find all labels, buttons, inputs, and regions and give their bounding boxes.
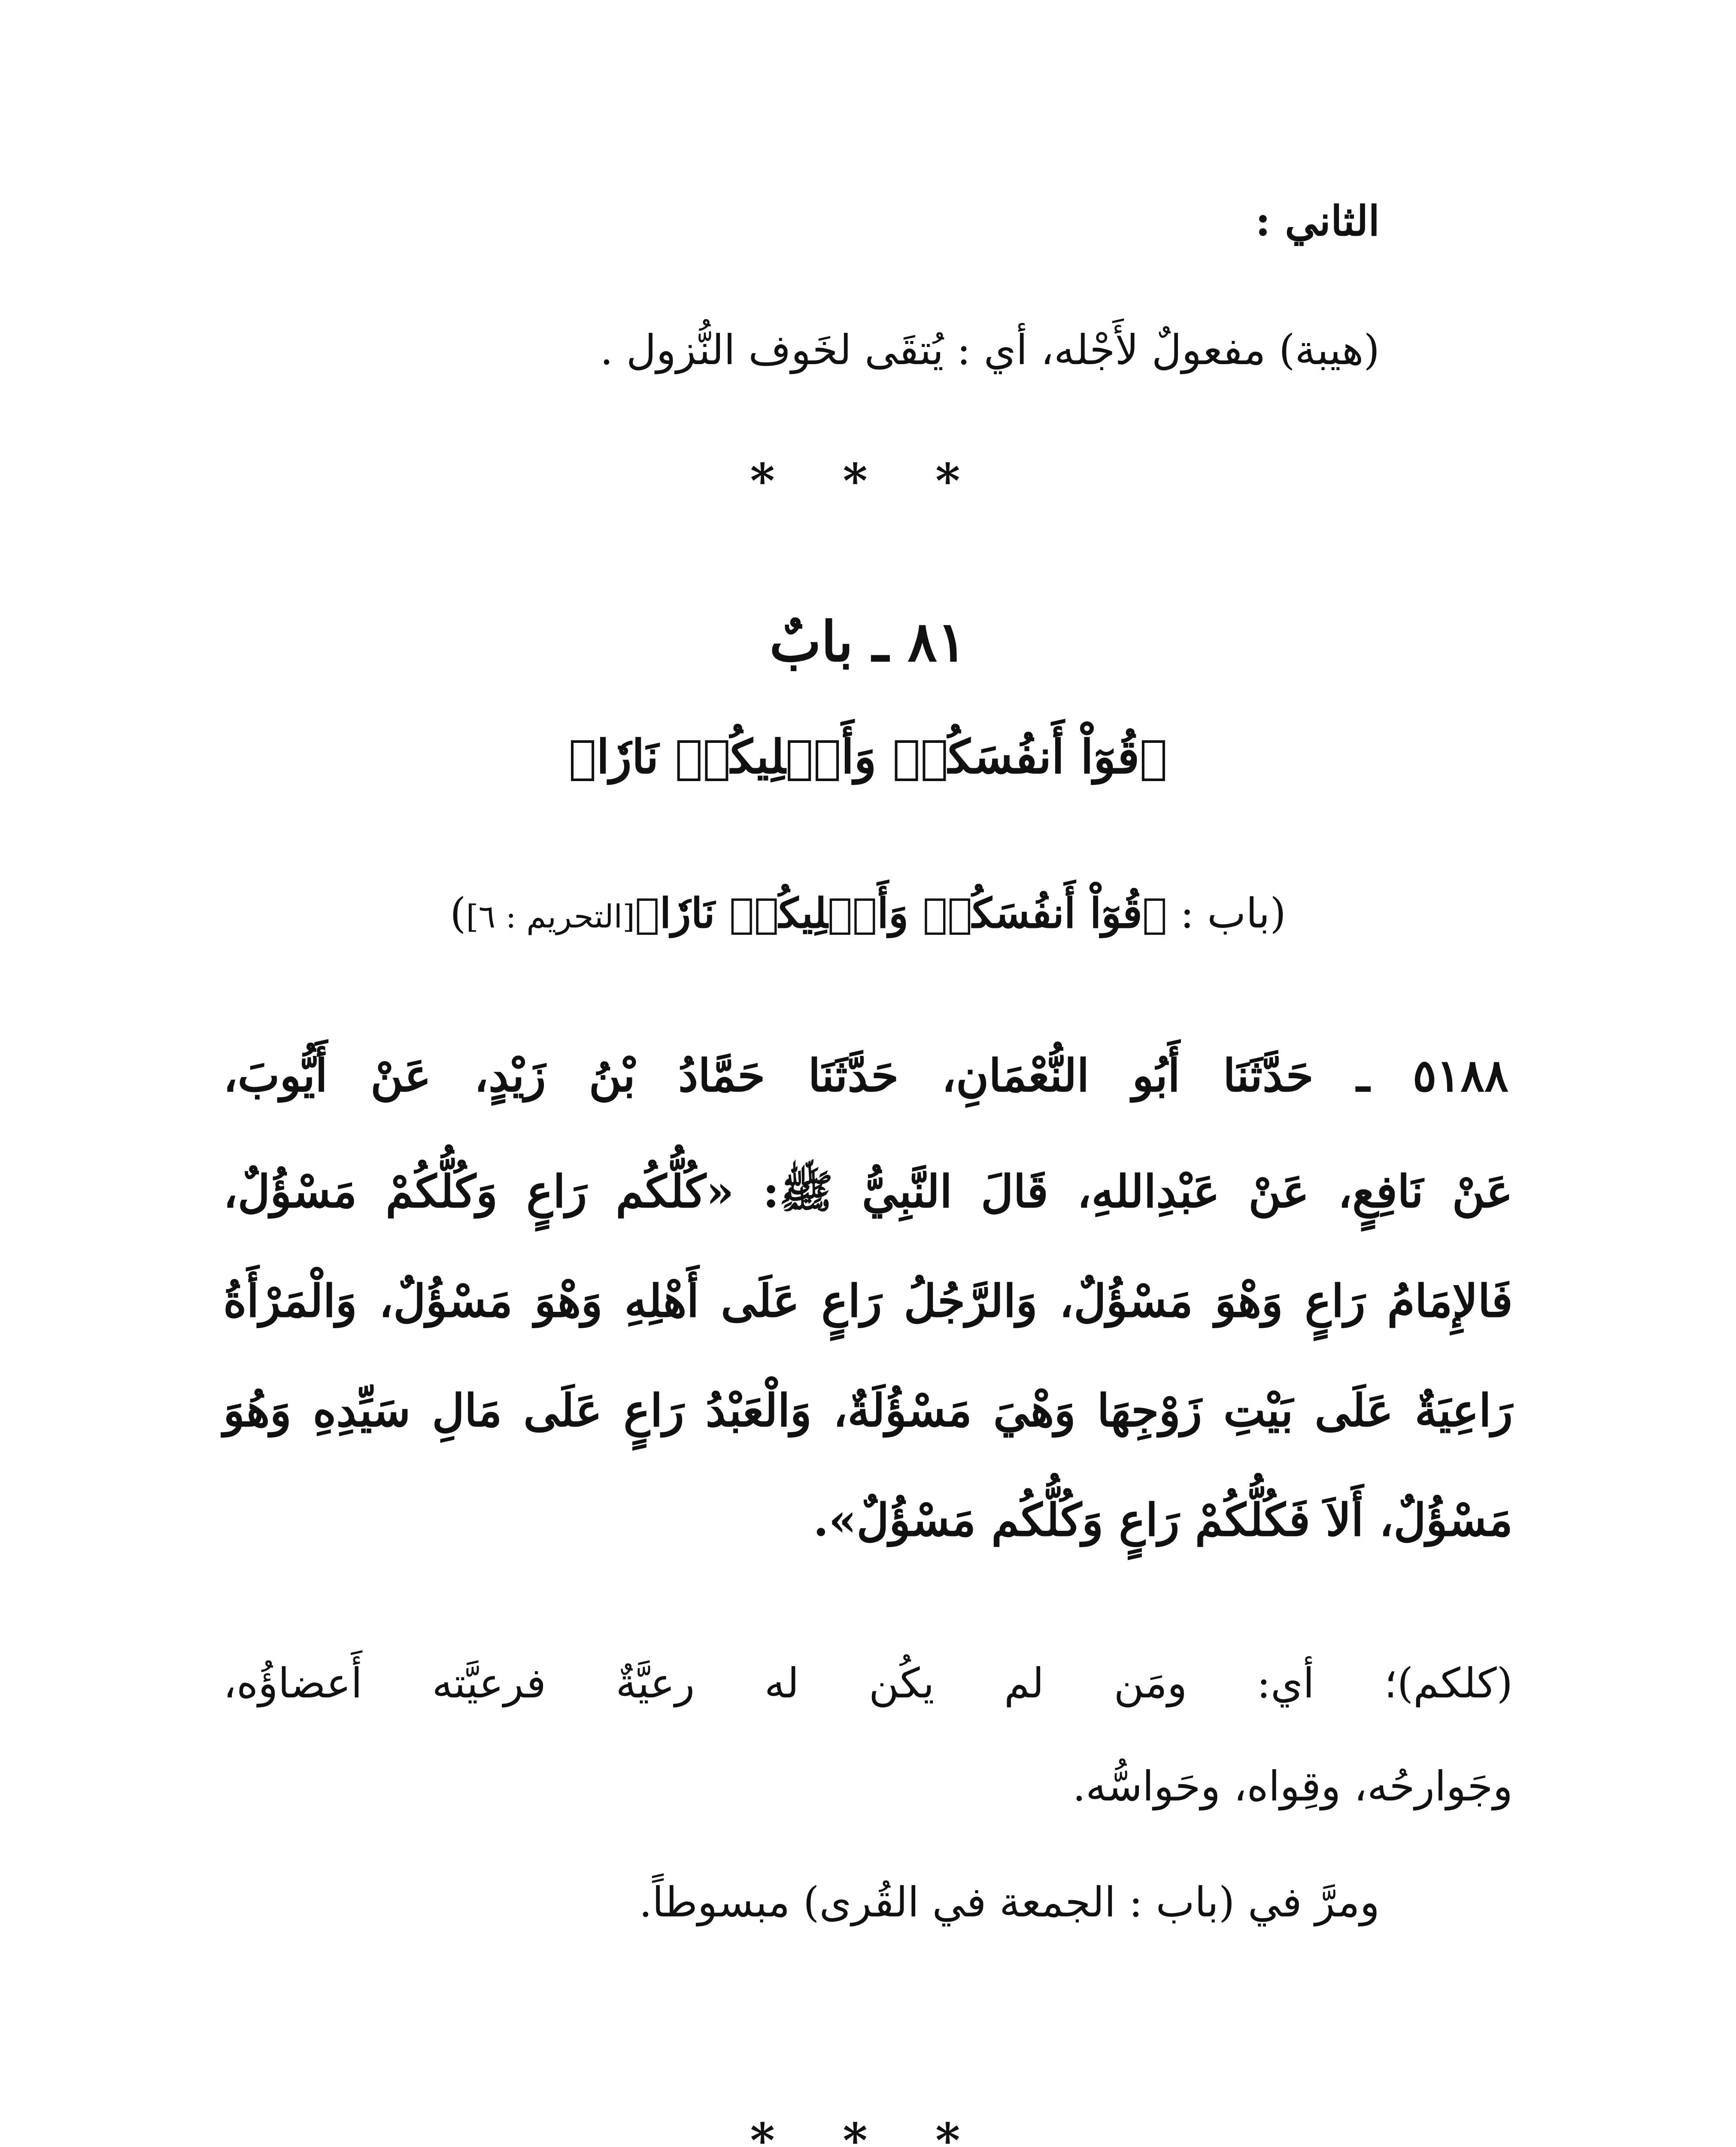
- hadith-line: مَسْؤُلٌ، أَلاَ فَكُلُّكُمْ رَاعٍ وَكُلُّكُم مَسْؤُلٌ».: [813, 1493, 1513, 1546]
- commentary-line: (كلكم)؛ أي: ومَن لم يكُن له رعيَّةٌ فرعيَّته أَعضاؤُه،: [223, 1659, 1513, 1707]
- bab-prefix: (باب :: [1167, 889, 1286, 937]
- separator-stars: * * *: [750, 453, 986, 508]
- hadith-line: عَنْ نَافِعٍ، عَنْ عَبْدِاللهِ، قَالَ النَّبِيُّ ﷺ: «كُلُّكُم رَاعٍ وَكُلُّكُمْ مَسْؤُلٌ،: [223, 1165, 1513, 1218]
- commentary-line: وجَوارحُه، وقِواه، وحَواسُّه.: [1072, 1762, 1513, 1810]
- commentary-note: ومرَّ في (باب : الجمعة في القُرى) مبسوطاً.: [639, 1878, 1380, 1926]
- hadith-line: رَاعِيَةٌ عَلَى بَيْتِ زَوْجِهَا وَهْيَ مَسْؤُلَةٌ، وَالْعَبْدُ رَاعٍ عَلَى مَالِ سَيِّدِهِ وَهُوَ: [223, 1384, 1513, 1437]
- bab-ayah: ﴿قُوٓاْ أَنفُسَكُمۡ وَأَهۡلِيكُمۡ نَارٗا﴾: [634, 889, 1167, 937]
- chapter-ayah: ﴿قُوٓاْ أَنفُسَكُمۡ وَأَهۡلِيكُمۡ نَارٗا﴾: [568, 730, 1168, 784]
- hadith-line: ٥١٨٨ ـ حَدَّثَنَا أَبُو النُّعْمَانِ، حَدَّثَنَا حَمَّادُ بْنُ زَيْدٍ، عَنْ أَيُّوبَ،: [223, 1049, 1508, 1102]
- bab-line: [0, 889, 1736, 937]
- separator-stars: * * *: [750, 2113, 986, 2147]
- bab-reference: [التحريم : ٦]: [466, 898, 635, 935]
- chapter-title: ٨١ ـ بابٌ: [769, 610, 967, 674]
- bab-suffix: ): [450, 889, 466, 937]
- hadith-line: فَالإِمَامُ رَاعٍ وَهْوَ مَسْؤُلٌ، وَالرَّجُلُ رَاعٍ عَلَى أَهْلِهِ وَهْوَ مَسْؤُلٌ، وَالْمَرْأَةُ: [223, 1274, 1513, 1327]
- intro-heading: الثاني :: [1255, 197, 1380, 245]
- intro-line: (هيبة) مفعولٌ لأَجْله، أي : يُتقَى لخَوف النُّزول .: [600, 326, 1380, 374]
